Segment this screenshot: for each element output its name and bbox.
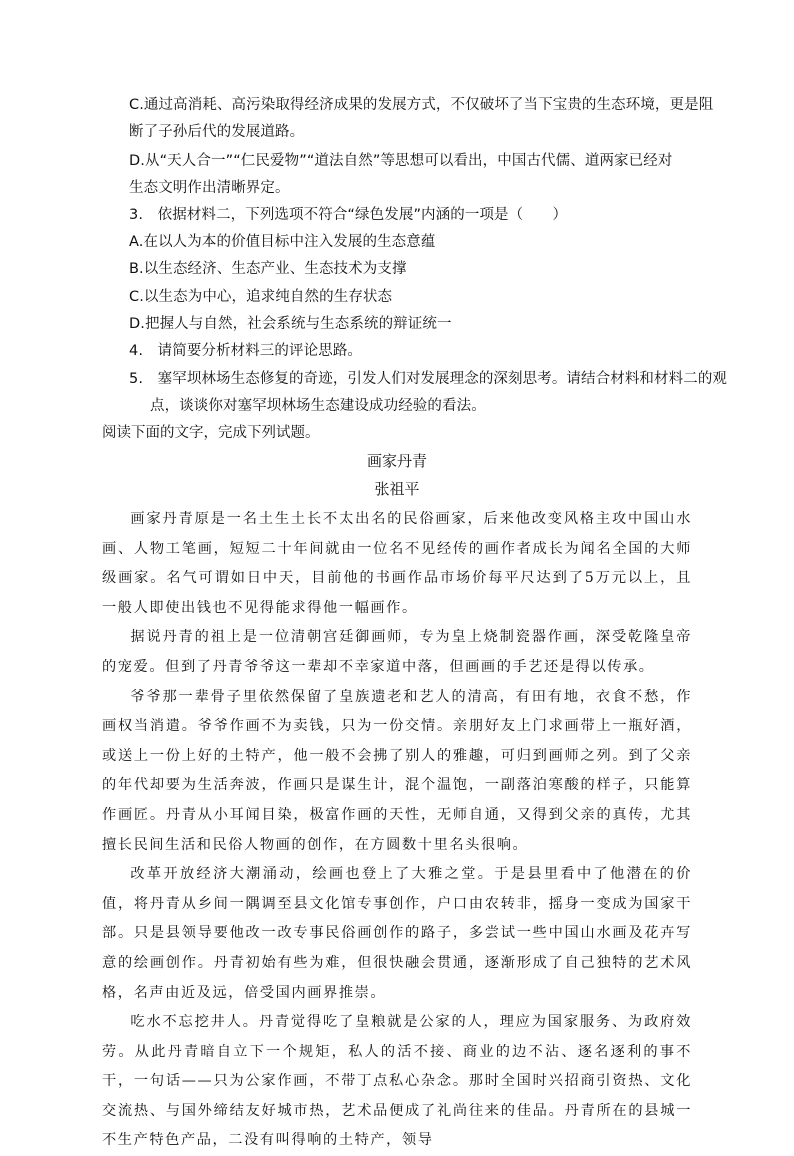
option-d-line-1: D.从“天人合一”“仁民爱物”“道法自然”等思想可以看出，中国古代儒、道两家已经对: [129, 153, 673, 169]
story-title: 画家丹青: [366, 452, 427, 470]
story-author: 张祖平: [374, 480, 420, 498]
question-4: 4. 请简要分析材料三的评论思路。: [129, 343, 363, 359]
question-3-option-d: D.把握人与自然，社会系统与生态系统的辩证统一: [129, 316, 452, 332]
story-body: [102, 505, 692, 1156]
question-3-stem: 3. 依据材料二，下列选项不符合“绿色发展”内涵的一项是（ ）: [129, 207, 568, 223]
question-3-option-a: A.在以人为本的价值目标中注入发展的生态意蕴: [129, 234, 436, 250]
question-5-line-2: 点，谈谈你对塞罕坝林场生态建设成功经验的看法。: [150, 398, 486, 414]
option-c-line-1: C.通过高消耗、高污染取得经济成果的发展方式，不仅破坏了当下宝贵的生态环境，更是阻: [129, 97, 714, 113]
option-d-line-2: 生态文明作出清晰界定。: [129, 180, 290, 196]
question-3-option-b: B.以生态经济、生态产业、生态技术为支撑: [129, 261, 407, 277]
story-paragraph: 改革开放经济大潮涌动，绘画也登上了大雅之堂。于是县里看中了他潜在的价值，将丹青从乡间一隅调至县文化馆专事创作，户口由农转非，摇身一变成为国家干部。只是县领导要他改一改专事民俗画创作的路子，多尝试一些中国山水画及花卉写意的绘画创作。丹青初始有些为难，但很快融会贯通，逐渐形成了自己独特的艺术风格，名声由近及远，倍受国内画界推崇。: [102, 866, 692, 1001]
story-paragraph: 画家丹青原是一名土生土长不太出名的民俗画家，后来他改变风格主攻中国山水画、人物工笔画，短短二十年间就由一位名不见经传的画作者成长为闻名全国的大师级画家。名气可谓如日中天，目前他的书画作品市场价每平尺达到了5万元以上，且一般人即使出钱也不见得能求得他一幅画作。: [102, 511, 692, 616]
question-3-option-c: C.以生态为中心，追求纯自然的生存状态: [129, 289, 393, 305]
reading-instruction: 阅读下面的文字，完成下列试题。: [102, 425, 320, 441]
option-c-line-2: 断了子孙后代的发展道路。: [129, 124, 305, 140]
question-5-line-1: 5. 塞罕坝林场生态修复的奇迹，引发人们对发展理念的深刻思考。请结合材料和材料二的观: [129, 371, 728, 387]
story-paragraph: 吃水不忘挖井人。丹青觉得吃了皇粮就是公家的人，理应为国家服务、为政府效劳。从此丹青暗自立下一个规矩，私人的活不接、商业的边不沾、逐名逐利的事不干，一句话——只为公家作画，不带丁点私心杂念。那时全国时兴招商引资热、文化交流热、与国外缔结友好城市热，艺术品便成了礼尚往来的佳品。丹青所在的县城一不生产特色产品，二没有叫得响的土特产，领导: [102, 1014, 692, 1149]
story-paragraph: 爷爷那一辈骨子里依然保留了皇族遗老和艺人的清高，有田有地，衣食不愁，作画权当消遣。爷爷作画不为卖钱，只为一份交情。亲朋好友上门求画带上一瓶好酒，或送上一份上好的土特产，他一般不会拂了别人的雅趣，可归到画师之列。到了父亲的年代却要为生活奔波，作画只是谋生计，混个温饱，一副落泊寒酸的样子，只能算作画匠。丹青从小耳闻目染，极富作画的天性，无师自通，又得到父亲的真传，尤其擅长民间生活和民俗人物画的创作，在方圆数十里名头很响。: [102, 688, 692, 853]
story-paragraph: 据说丹青的祖上是一位清朝宫廷御画师，专为皇上烧制瓷器作画，深受乾隆皇帝的宠爱。但到了丹青爷爷这一辈却不幸家道中落，但画画的手艺还是得以传承。: [102, 629, 692, 675]
